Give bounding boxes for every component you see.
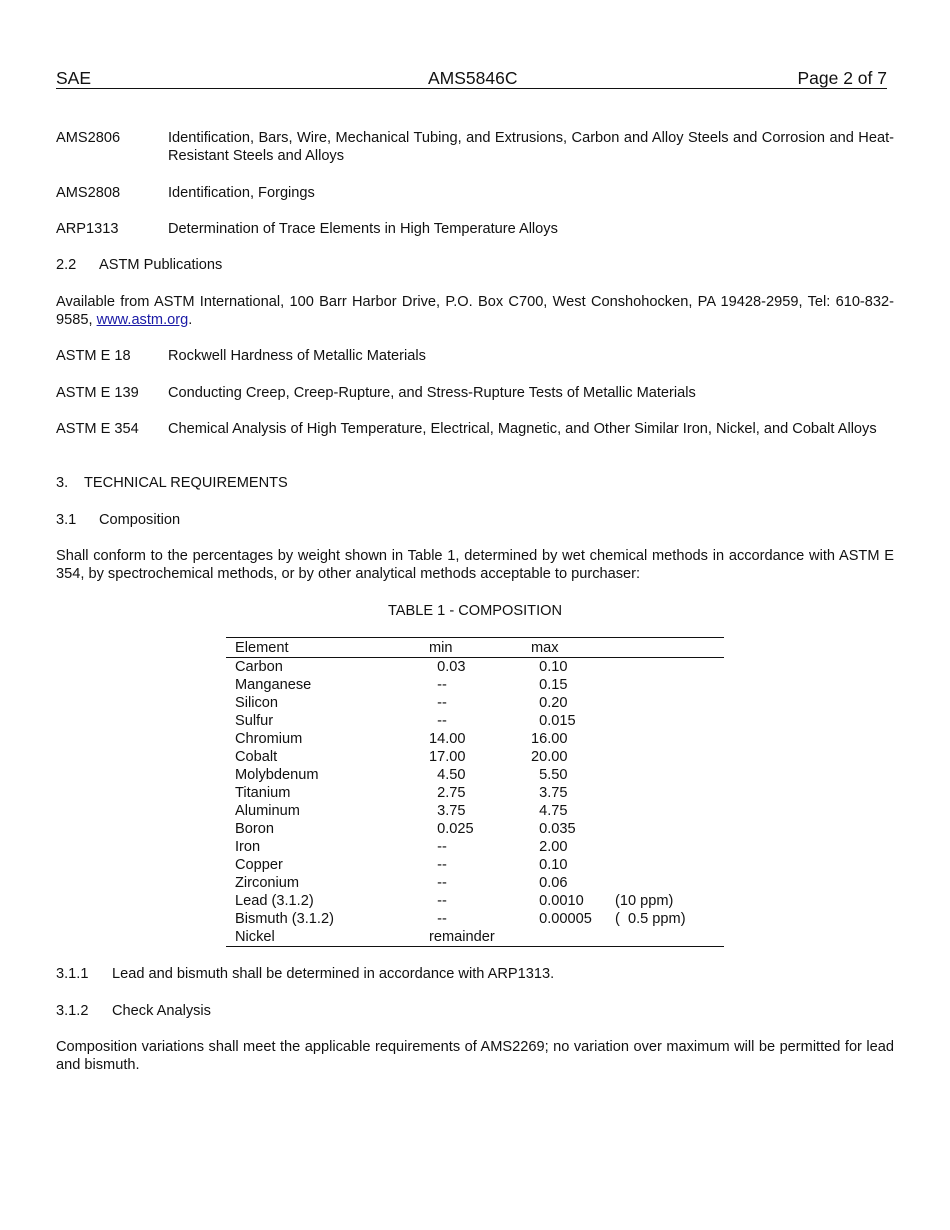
note-cell	[615, 676, 724, 694]
min-cell: 3.75	[429, 803, 466, 819]
note-cell	[615, 856, 724, 874]
max-cell: 0.015	[531, 713, 576, 729]
note-cell	[615, 694, 724, 712]
element-cell: Copper	[235, 857, 283, 873]
section-number: 3.	[56, 475, 69, 491]
section-number: 3.1.1	[56, 966, 89, 982]
max-cell: 0.035	[531, 821, 576, 837]
reference-code: AMS2808	[56, 185, 121, 201]
element-cell: Carbon	[235, 659, 283, 675]
max-cell: 0.10	[531, 857, 568, 873]
max-cell: 0.10	[531, 659, 568, 675]
max-cell: 4.75	[531, 803, 568, 819]
element-cell: Molybdenum	[235, 767, 319, 783]
note-cell	[615, 748, 724, 766]
header-org: SAE	[56, 68, 92, 88]
reference-description: Identification, Forgings	[168, 185, 315, 201]
note-cell	[615, 730, 724, 748]
astm-address-end: .	[188, 312, 193, 328]
section-number: 2.2	[56, 257, 77, 273]
max-cell: 5.50	[531, 767, 568, 783]
min-cell: --	[429, 695, 447, 711]
note-cell	[615, 784, 724, 802]
min-cell: --	[429, 875, 447, 891]
table-row	[226, 910, 724, 928]
composition-paragraph: Shall conform to the percentages by weight shown in Table 1, determined by wet chemical methods in accordance with ASTM E 354, by spectrochemical methods, or by other analytical methods acceptable to purchaser:	[56, 548, 894, 582]
check-analysis-paragraph: Composition variations shall meet the applicable requirements of AMS2269; no variation over maximum will be permitted for lead and bismuth.	[56, 1039, 894, 1073]
max-cell: 0.00005	[531, 911, 592, 927]
note-cell	[615, 874, 724, 892]
min-cell: --	[429, 911, 447, 927]
element-cell: Sulfur	[235, 713, 274, 729]
column-header-max: max	[531, 638, 615, 658]
min-cell: --	[429, 677, 447, 693]
reference-astm-e18	[56, 347, 894, 365]
reference-astm-e354	[56, 420, 894, 438]
max-cell: 0.06	[531, 875, 568, 891]
table-header-row	[226, 638, 724, 658]
note-cell	[615, 928, 724, 947]
section-2-2-heading	[56, 256, 894, 274]
min-cell: --	[429, 713, 447, 729]
max-cell: 2.00	[531, 839, 568, 855]
table-row	[226, 766, 724, 784]
section-title: Composition	[99, 512, 181, 528]
min-cell: --	[429, 893, 447, 909]
reference-code: ASTM E 139	[56, 385, 139, 401]
header-doc-number: AMS5846C	[428, 68, 518, 88]
table-row	[226, 748, 724, 766]
note-cell	[615, 766, 724, 784]
table-row	[226, 730, 724, 748]
reference-code: ARP1313	[56, 221, 119, 237]
table-row	[226, 658, 724, 677]
element-cell: Manganese	[235, 677, 312, 693]
note-cell: (10 ppm)	[615, 893, 674, 909]
max-cell: 0.0010	[531, 893, 584, 909]
min-cell: 14.00	[429, 731, 466, 747]
reference-arp1313	[56, 220, 894, 238]
section-title: TECHNICAL REQUIREMENTS	[84, 475, 288, 491]
element-cell: Cobalt	[235, 749, 278, 765]
column-header-element: Element	[226, 638, 429, 658]
element-cell: Boron	[235, 821, 274, 837]
table-caption: TABLE 1 - COMPOSITION	[387, 603, 563, 619]
table-row	[226, 892, 724, 910]
astm-availability-paragraph	[56, 293, 894, 329]
min-cell: --	[429, 839, 447, 855]
max-cell: 16.00	[531, 731, 568, 747]
section-number: 3.1	[56, 512, 77, 528]
element-cell: Iron	[235, 839, 261, 855]
composition-table	[226, 637, 724, 947]
table-row	[226, 712, 724, 730]
note-cell	[615, 802, 724, 820]
section-3-1-1	[56, 965, 894, 983]
reference-astm-e139	[56, 384, 894, 402]
max-cell: 3.75	[531, 785, 568, 801]
astm-address-text: Available from ASTM International, 100 Barr Harbor Drive, P.O. Box C700, West Conshohocken, PA 19428-2959, Tel: 610-832-9585,	[56, 294, 894, 328]
reference-ams2808	[56, 184, 894, 202]
note-cell: ( 0.5 ppm)	[615, 911, 686, 927]
section-3-heading	[56, 474, 894, 492]
section-title: ASTM Publications	[99, 257, 223, 273]
table-row	[226, 928, 724, 947]
section-title: Check Analysis	[112, 1003, 211, 1019]
column-header-note	[615, 638, 724, 658]
header-page-number: Page 2 of 7	[797, 68, 887, 88]
table-row	[226, 838, 724, 856]
reference-code: ASTM E 354	[56, 421, 139, 437]
astm-website-link[interactable]: www.astm.org	[96, 312, 189, 328]
note-cell	[615, 712, 724, 730]
note-cell	[615, 838, 724, 856]
reference-description: Chemical Analysis of High Temperature, Electrical, Magnetic, and Other Similar Iron, Nickel, and Cobalt Alloys	[168, 421, 877, 437]
element-cell: Bismuth (3.1.2)	[235, 911, 334, 927]
min-cell: remainder	[429, 928, 531, 947]
reference-code: AMS2806	[56, 130, 121, 146]
section-3-1-heading	[56, 511, 894, 529]
min-cell: --	[429, 857, 447, 873]
note-cell	[615, 820, 724, 838]
min-cell: 17.00	[429, 749, 466, 765]
element-cell: Lead (3.1.2)	[235, 893, 314, 909]
section-3-1-2-heading	[56, 1002, 894, 1020]
max-cell: 20.00	[531, 749, 568, 765]
note-cell	[615, 658, 724, 677]
table-row	[226, 856, 724, 874]
max-cell: 0.20	[531, 695, 568, 711]
table-row	[226, 874, 724, 892]
max-cell: 0.15	[531, 677, 568, 693]
element-cell: Chromium	[235, 731, 303, 747]
min-cell: 2.75	[429, 785, 466, 801]
table-row	[226, 784, 724, 802]
reference-description: Rockwell Hardness of Metallic Materials	[168, 348, 426, 364]
section-number: 3.1.2	[56, 1003, 89, 1019]
table-row	[226, 802, 724, 820]
min-cell: 0.025	[429, 821, 474, 837]
min-cell: 0.03	[429, 659, 466, 675]
element-cell: Aluminum	[235, 803, 300, 819]
element-cell: Zirconium	[235, 875, 300, 891]
section-text: Lead and bismuth shall be determined in accordance with ARP1313.	[112, 966, 555, 982]
column-header-min: min	[429, 638, 531, 658]
reference-description: Identification, Bars, Wire, Mechanical Tubing, and Extrusions, Carbon and Alloy Steels and Corrosion and Heat-Resistant Steels and Alloys	[168, 130, 894, 164]
page-header	[56, 68, 887, 89]
table-row	[226, 676, 724, 694]
reference-description: Conducting Creep, Creep-Rupture, and Stress-Rupture Tests of Metallic Materials	[168, 385, 696, 401]
element-cell: Titanium	[235, 785, 291, 801]
element-cell: Nickel	[226, 928, 429, 947]
reference-description: Determination of Trace Elements in High Temperature Alloys	[168, 221, 558, 237]
min-cell: 4.50	[429, 767, 466, 783]
reference-ams2806	[56, 129, 894, 165]
reference-code: ASTM E 18	[56, 348, 131, 364]
table-row	[226, 694, 724, 712]
element-cell: Silicon	[235, 695, 278, 711]
table-row	[226, 820, 724, 838]
max-cell	[531, 928, 615, 947]
